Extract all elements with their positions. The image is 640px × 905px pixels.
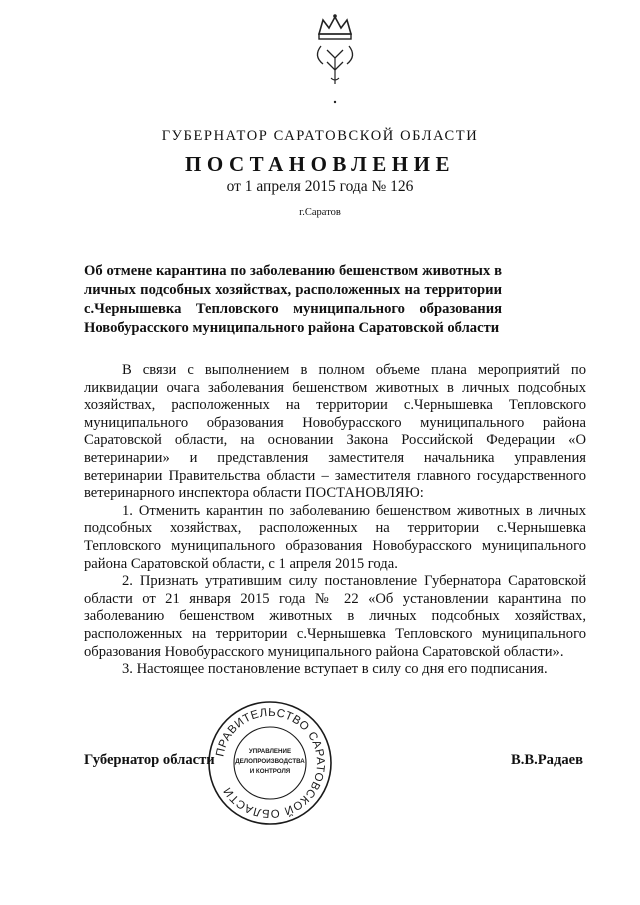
document-subject: Об отмене карантина по заболеванию бешенством животных в личных подсобных хозяйствах, расположенных на территории с.Чернышевка Тепловского муниципального образования Новобурасского муниципального района Саратовской области bbox=[84, 263, 502, 336]
coat-of-arms-icon bbox=[305, 12, 365, 107]
signature-title: Губернатор области bbox=[84, 752, 215, 768]
document-date-number: от 1 апреля 2015 года № 126 bbox=[226, 178, 414, 195]
issuing-authority: ГУБЕРНАТОР САРАТОВСКОЙ ОБЛАСТИ bbox=[161, 128, 479, 144]
seal-ring-text: ПРАВИТЕЛЬСТВО САРАТОВСКОЙ ОБЛАСТИ bbox=[214, 706, 327, 820]
body-item-1: 1. Отменить карантин по заболеванию бешенством животных в личных подсобных хозяйствах, расположенных на территории с.Чернышевка Тепловского муниципального образования Новобурасского муниципального района Саратовской области, с 1 апреля 2015 года. bbox=[84, 502, 586, 572]
seal-center-line-1: УПРАВЛЕНИЕ bbox=[248, 748, 292, 755]
document-city: г.Саратов bbox=[299, 207, 341, 218]
document-body bbox=[84, 362, 586, 679]
body-item-3: 3. Настоящее постановление вступает в силу со дня его подписания. bbox=[122, 661, 548, 678]
signature-name: В.В.Радаев bbox=[511, 752, 584, 768]
document-type: ПОСТАНОВЛЕНИЕ bbox=[185, 152, 455, 176]
official-seal bbox=[205, 698, 335, 828]
seal-center-line-2: ДЕЛОПРОИЗВОДСТВА bbox=[235, 758, 305, 765]
body-intro: В связи с выполнением в полном объеме плана мероприятий по ликвидации очага заболевания бешенством животных в личных подсобных хозяйствах, расположенных на территории с.Чернышевка Тепловского муниципального образования Новобурасского муниципального района Саратовской области, на основании Закона Российской Федерации «О ветеринарии» и представления заместителя начальника управления ветеринарии Правительства области – заместителя главного государственного ветеринарного инспектора области ПОСТАНОВЛЯЮ: bbox=[84, 362, 586, 502]
body-item-2: 2. Признать утратившим силу постановление Губернатора Саратовской области от 21 января 2015 года № 22 «Об установлении карантина по заболеванию бешенством животных в личных подсобных хозяйствах, расположенных на территории с.Чернышевка Тепловского муниципального образования Новобурасского муниципального района Саратовской области». bbox=[84, 573, 586, 660]
seal-center-line-3: И КОНТРОЛЯ bbox=[249, 768, 291, 775]
